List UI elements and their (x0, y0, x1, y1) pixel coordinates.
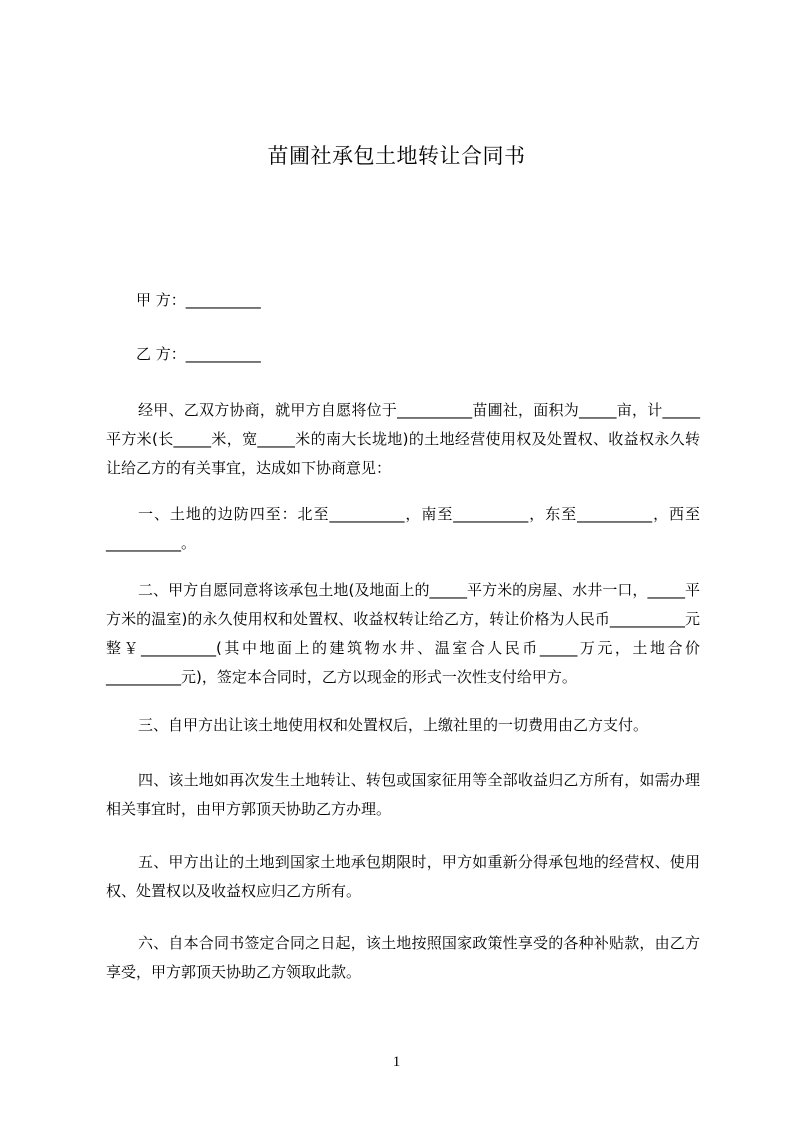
document-title: 苗圃社承包土地转让合同书 (267, 144, 526, 168)
page-number: 1 (392, 1054, 401, 1070)
clause-6: 六、自本合同书签定合同之日起，该土地按照国家政策性享受的各种补贴款，由乙方享受，甲方郭顶天协助乙方领取此款。 (106, 934, 700, 981)
clause-4: 四、该土地如再次发生土地转让、转包或国家征用等全部收益归乙方所有，如需办理相关事宜时，由甲方郭顶天协助乙方办理。 (106, 771, 700, 818)
party-b-line: 乙 方：__________ (136, 345, 261, 363)
clause-2: 二、甲方自愿同意将该承包土地(及地面上的_____平方米的房屋、水井一口，_____平方米的温室)的永久使用权和处置权、收益权转让给乙方，转让价格为人民币__________元整￥__________(其中地面上的建筑物水井、温室合人民币_____万元，土地合价__________元)，签定本合同时，乙方以现金的形式一次性支付给甲方。 (106, 581, 700, 686)
clause-3: 三、自甲方出让该土地使用权和处置权后，上缴社里的一切费用由乙方支付。 (138, 716, 649, 734)
intro-paragraph: 经甲、乙双方协商，就甲方自愿将位于__________苗圃社，面积为_____亩，计_____平方米(长_____米，宽_____米的南大长垅地)的土地经营使用权及处置权、收益权永久转让给乙方的有关事宜，达成如下协商意见： (106, 401, 700, 477)
party-a-line: 甲 方：__________ (136, 291, 261, 309)
clause-1: 一、土地的边防四至：北至__________，南至__________，东至__________，西至__________。 (106, 505, 700, 552)
clause-5: 五、甲方出让的土地到国家土地承包期限时，甲方如重新分得承包地的经营权、使用权、处置权以及收益权应归乙方所有。 (106, 853, 700, 900)
